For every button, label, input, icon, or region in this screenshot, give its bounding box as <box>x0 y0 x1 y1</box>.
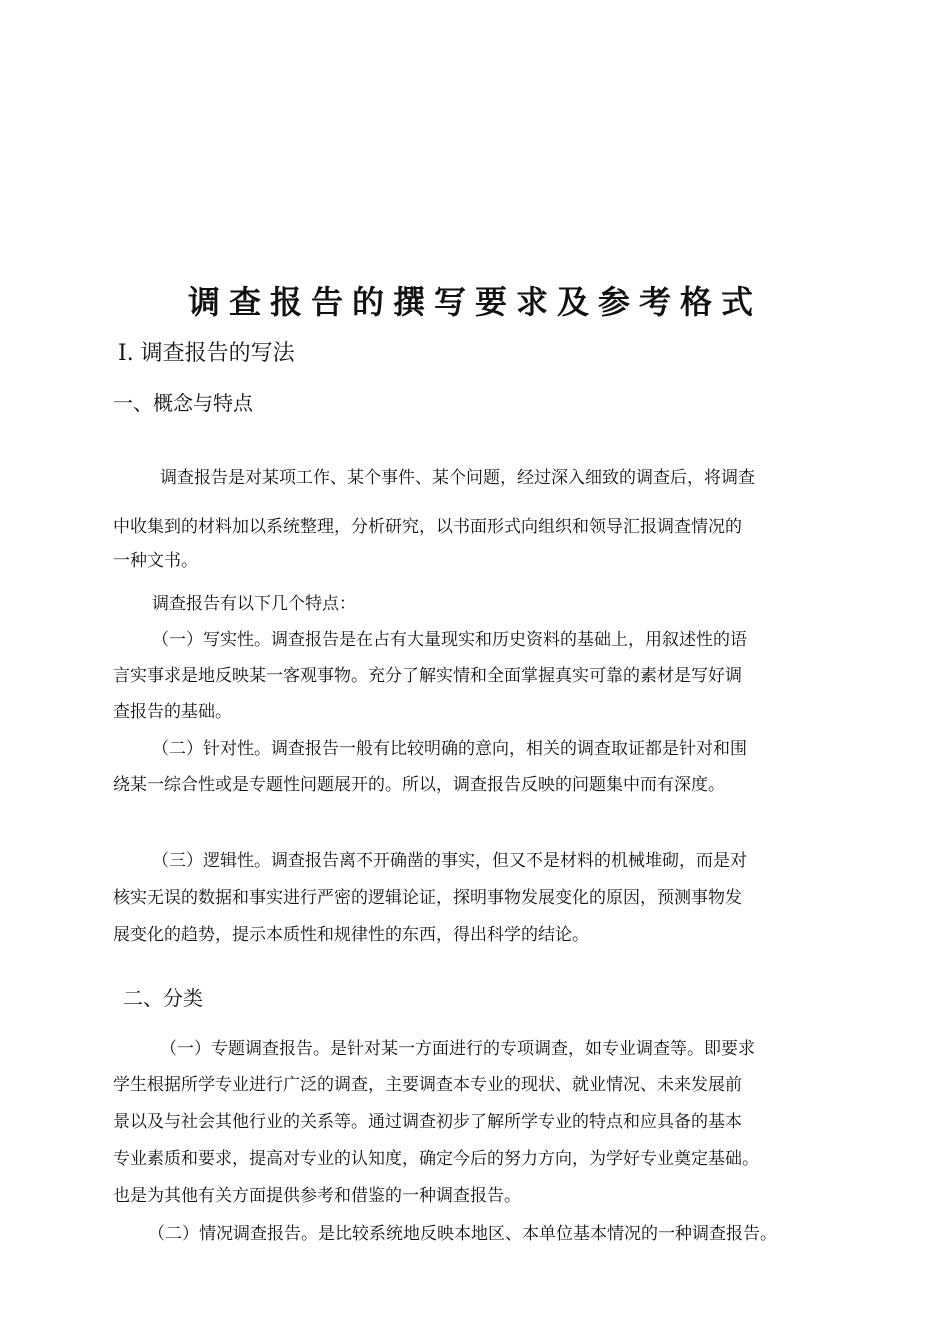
type1-line: 学生根据所学专业进行广泛的调查，主要调查本专业的现状、就业情况、未来发展前 <box>113 1075 742 1095</box>
definition-line: 一种文书。 <box>113 551 198 571</box>
feature2-line: （二）针对性。调查报告一般有比较明确的意向，相关的调查取证都是针对和围 <box>152 739 747 759</box>
definition-line: 调查报告是对某项工作、某个事件、某个问题，经过深入细致的调查后，将调查 <box>160 468 755 488</box>
type2-line: （二）情况调查报告。是比较系统地反映本地区、本单位基本情况的一种调查报告。 <box>148 1224 777 1244</box>
document-title: 调查报告的撰写要求及参考格式 <box>187 283 762 321</box>
features-intro: 调查报告有以下几个特点： <box>152 594 356 614</box>
type1-line: （一）专题调查报告。是针对某一方面进行的专项调查，如专业调查等。即要求 <box>160 1039 755 1059</box>
section2-heading: 二、分类 <box>123 986 203 1010</box>
definition-line: 中收集到的材料加以系统整理，分析研究，以书面形式向组织和领导汇报调查情况的 <box>113 517 742 537</box>
feature2-line: 绕某一综合性或是专题性问题展开的。所以，调查报告反映的问题集中而有深度。 <box>113 775 725 795</box>
feature3-line: 展变化的趋势，提示本质性和规律性的东西，得出科学的结论。 <box>113 925 589 945</box>
feature1-line: 查报告的基础。 <box>113 702 232 722</box>
type1-line: 景以及与社会其他行业的关系等。通过调查初步了解所学专业的特点和应具备的基本 <box>113 1112 742 1132</box>
part-heading: Ⅰ. 调查报告的写法 <box>118 341 295 366</box>
feature3-line: （三）逻辑性。调查报告离不开确凿的事实，但又不是材料的机械堆砌，而是对 <box>152 851 747 871</box>
type1-line: 也是为其他有关方面提供参考和借鉴的一种调查报告。 <box>113 1186 521 1206</box>
feature1-line: （一）写实性。调查报告是在占有大量现实和历史资料的基础上，用叙述性的语 <box>152 630 747 650</box>
feature3-line: 核实无误的数据和事实进行严密的逻辑论证，探明事物发展变化的原因，预测事物发 <box>113 888 742 908</box>
section1-heading: 一、概念与特点 <box>113 391 253 415</box>
type1-line: 专业素质和要求，提高对专业的认知度，确定今后的努力方向，为学好专业奠定基础。 <box>113 1149 759 1169</box>
feature1-line: 言实事求是地反映某一客观事物。充分了解实情和全面掌握真实可靠的素材是写好调 <box>113 666 742 686</box>
